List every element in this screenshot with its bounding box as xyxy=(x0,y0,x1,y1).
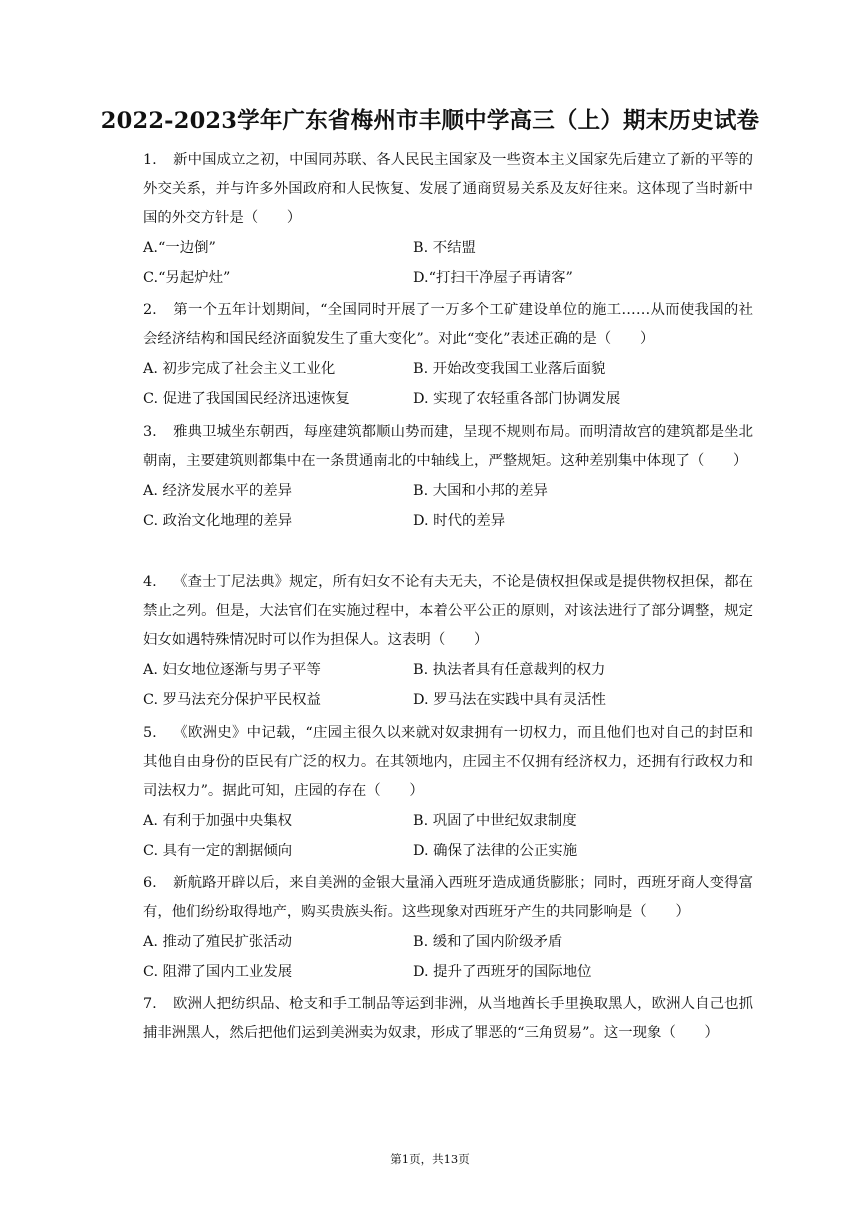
option-d: D.“打扫干净屋子再请客” xyxy=(413,270,573,286)
question-stem xyxy=(143,869,753,927)
option-d: D. 确保了法律的公正实施 xyxy=(413,843,578,859)
question-text: 新中国成立之初，中国同苏联、各人民民主国家及一些资本主义国家先后建立了新的平等的外交关系，并与许多外国政府和人民恢复、发展了通商贸易关系及友好往来。这体现了当时新中国的外交方针是（ ） xyxy=(143,152,753,226)
options xyxy=(143,354,753,414)
question-stem xyxy=(143,568,753,655)
options xyxy=(143,476,753,536)
option-c: C.“另起炉灶” xyxy=(143,270,231,286)
question-1 xyxy=(143,146,753,293)
page-footer: 第1页，共13页 xyxy=(390,1152,470,1166)
question-number: 2. xyxy=(143,302,157,318)
option-d: D. 实现了农轻重各部门协调发展 xyxy=(413,391,621,407)
option-a: A. 经济发展水平的差异 xyxy=(143,483,293,499)
question-number: 3. xyxy=(143,424,157,440)
options xyxy=(143,655,753,715)
question-4 xyxy=(143,568,753,715)
option-b: B. 执法者具有任意裁判的权力 xyxy=(413,662,606,678)
question-text: 《查士丁尼法典》规定，所有妇女不论有夫无夫，不论是债权担保或是提供物权担保，都在禁止之列。但是，大法官们在实施过程中，本着公平公正的原则，对该法进行了部分调整，规定妇女如遇特殊情况时可以作为担保人。这表明（ ） xyxy=(143,574,753,648)
question-text: 《欧洲史》中记载，“庄园主很久以来就对奴隶拥有一切权力，而且他们也对自己的封臣和其他自由身份的臣民有广泛的权力。在其领地内，庄园主不仅拥有经济权力，还拥有行政权力和司法权力”。据此可知，庄园的存在（ ） xyxy=(143,725,753,799)
option-d: D. 提升了西班牙的国际地位 xyxy=(413,964,592,980)
question-stem xyxy=(143,146,753,233)
options xyxy=(143,233,753,293)
option-c: C. 促进了我国国民经济迅速恢复 xyxy=(143,391,350,407)
question-5 xyxy=(143,719,753,866)
question-number: 5. xyxy=(143,725,157,741)
question-number: 7. xyxy=(143,996,157,1012)
question-6 xyxy=(143,869,753,987)
question-7 xyxy=(143,990,753,1048)
question-2 xyxy=(143,296,753,414)
question-text: 雅典卫城坐东朝西，每座建筑都顺山势而建，呈现不规则布局。而明清故宫的建筑都是坐北朝南，主要建筑则都集中在一条贯通南北的中轴线上，严整规矩。这种差别集中体现了（ ） xyxy=(143,424,753,469)
options xyxy=(143,806,753,866)
question-3 xyxy=(143,418,753,536)
options xyxy=(143,927,753,987)
option-c: C. 政治文化地理的差异 xyxy=(143,513,293,529)
option-b: B. 不结盟 xyxy=(413,240,476,256)
option-b: B. 开始改变我国工业落后面貌 xyxy=(413,361,606,377)
option-d: D. 罗马法在实践中具有灵活性 xyxy=(413,692,606,708)
option-a: A. 有利于加强中央集权 xyxy=(143,813,293,829)
question-stem xyxy=(143,990,753,1048)
exam-title: 2022-2023学年广东省梅州市丰顺中学高三（上）期末历史试卷 xyxy=(100,108,760,134)
option-b: B. 大国和小邦的差异 xyxy=(413,483,548,499)
option-a: A.“一边倒” xyxy=(143,240,216,256)
option-a: A. 推动了殖民扩张活动 xyxy=(143,934,293,950)
option-c: C. 罗马法充分保护平民权益 xyxy=(143,692,321,708)
option-b: B. 巩固了中世纪奴隶制度 xyxy=(413,813,577,829)
question-number: 1. xyxy=(143,152,157,168)
question-text: 第一个五年计划期间，“全国同时开展了一万多个工矿建设单位的施工……从而使我国的社会经济结构和国民经济面貌发生了重大变化”。对此“变化”表述正确的是（ ） xyxy=(143,302,753,347)
option-c: C. 阻滞了国内工业发展 xyxy=(143,964,293,980)
option-a: A. 初步完成了社会主义工业化 xyxy=(143,361,336,377)
option-b: B. 缓和了国内阶级矛盾 xyxy=(413,934,563,950)
question-text: 新航路开辟以后，来自美洲的金银大量涌入西班牙造成通货膨胀；同时，西班牙商人变得富有，他们纷纷取得地产，购买贵族头衔。这些现象对西班牙产生的共同影响是（ ） xyxy=(143,875,753,920)
question-text: 欧洲人把纺织品、枪支和手工制品等运到非洲，从当地酋长手里换取黑人，欧洲人自己也抓捕非洲黑人，然后把他们运到美洲卖为奴隶，形成了罪恶的“三角贸易”。这一现象（ ） xyxy=(143,996,753,1041)
question-stem xyxy=(143,296,753,354)
option-a: A. 妇女地位逐渐与男子平等 xyxy=(143,662,321,678)
question-number: 6. xyxy=(143,875,157,891)
question-stem xyxy=(143,719,753,806)
option-d: D. 时代的差异 xyxy=(413,513,506,529)
question-number: 4. xyxy=(143,574,157,590)
question-stem xyxy=(143,418,753,476)
option-c: C. 具有一定的割据倾向 xyxy=(143,843,293,859)
